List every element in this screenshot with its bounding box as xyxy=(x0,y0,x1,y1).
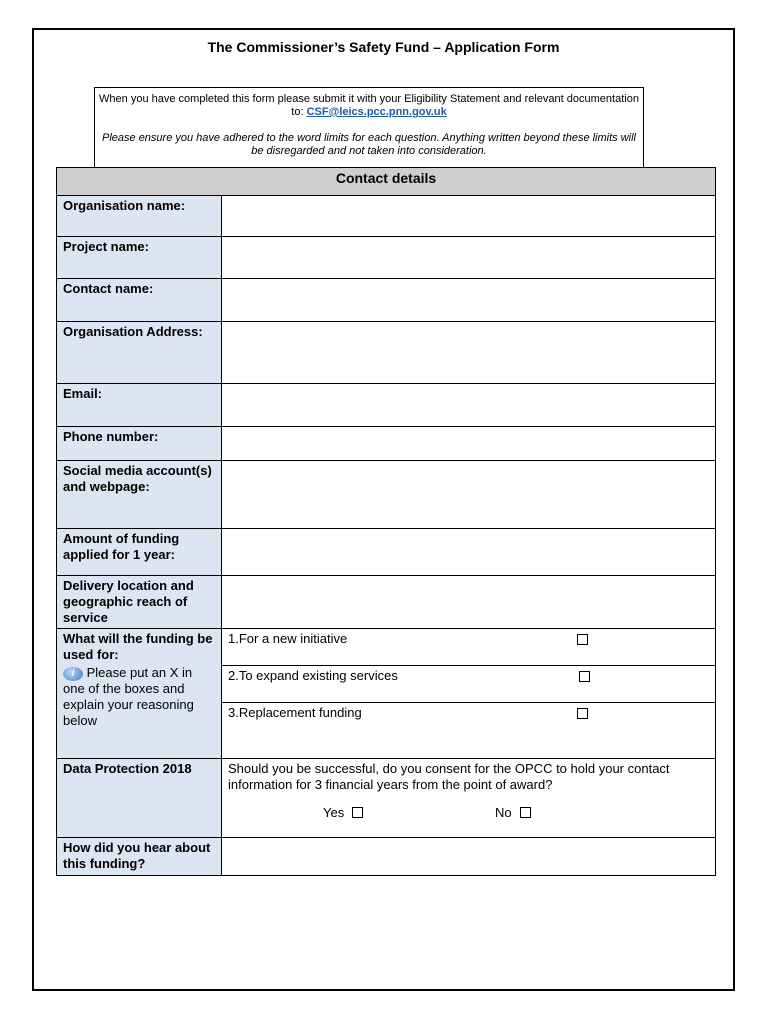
project-name-label: Project name: xyxy=(57,237,222,279)
organisation-address-field[interactable] xyxy=(222,322,716,384)
consent-no xyxy=(495,805,531,820)
consent-yes xyxy=(323,805,363,820)
phone-label: Phone number: xyxy=(57,427,222,461)
form-title: The Commissioner’s Safety Fund – Application Form xyxy=(207,39,560,55)
consent-options xyxy=(228,805,709,825)
how-heard-field[interactable] xyxy=(222,838,716,876)
intro-word-limit-text: Please ensure you have adhered to the word limits for each question. Anything written beyond these limits will be disregarded and not taken into consideration. xyxy=(102,132,636,157)
project-name-field[interactable] xyxy=(222,237,716,279)
amount-field[interactable] xyxy=(222,529,716,576)
funding-option-2 xyxy=(222,666,715,703)
document-page xyxy=(32,28,735,991)
checkbox-icon[interactable] xyxy=(577,708,588,719)
organisation-name-label: Organisation name: xyxy=(57,196,222,237)
contact-details-table xyxy=(56,167,716,876)
consent-no-label: No xyxy=(495,805,512,820)
delivery-field[interactable] xyxy=(222,576,716,629)
section-header: Contact details xyxy=(57,168,716,196)
how-heard-label: How did you hear about this funding? xyxy=(57,838,222,876)
checkbox-icon[interactable] xyxy=(577,634,588,645)
funding-option-3-label: 3.Replacement funding xyxy=(228,705,362,720)
intro-box xyxy=(94,87,644,167)
contact-name-field[interactable] xyxy=(222,279,716,322)
funding-option-3 xyxy=(222,703,715,758)
funding-option-1-label: 1.For a new initiative xyxy=(228,631,348,646)
email-link[interactable]: CSF@leics.pcc.pnn.gov.uk xyxy=(306,106,447,118)
amount-label: Amount of funding applied for 1 year: xyxy=(57,529,222,576)
phone-field[interactable] xyxy=(222,427,716,461)
delivery-label: Delivery location and geographic reach of service xyxy=(57,576,222,629)
social-media-label: Social media account(s) and webpage: xyxy=(57,461,222,529)
data-protection-question: Should you be successful, do you consent for the OPCC to hold your contact information for 3 financial years from the point of award? xyxy=(228,761,670,792)
funding-use-label: What will the funding be used for: xyxy=(63,631,213,662)
checkbox-icon[interactable] xyxy=(579,671,590,682)
checkbox-icon[interactable] xyxy=(520,807,531,818)
intro-line1: When you have completed this form please submit it with your Eligibility Statement and relevant documentation to: xyxy=(99,93,639,118)
funding-use-instruction: Please put an X in one of the boxes and explain your reasoning below xyxy=(63,665,194,728)
data-protection-cell xyxy=(222,759,716,838)
data-protection-label: Data Protection 2018 xyxy=(57,759,222,838)
intro-submit-text xyxy=(95,93,643,119)
social-media-field[interactable] xyxy=(222,461,716,529)
funding-option-1 xyxy=(222,629,715,666)
email-label: Email: xyxy=(57,384,222,427)
contact-name-label: Contact name: xyxy=(57,279,222,322)
organisation-address-label: Organisation Address: xyxy=(57,322,222,384)
consent-yes-label: Yes xyxy=(323,805,345,820)
funding-use-instruction-wrap xyxy=(63,665,215,729)
funding-options-cell xyxy=(222,629,716,759)
checkbox-icon[interactable] xyxy=(352,807,363,818)
email-field[interactable] xyxy=(222,384,716,427)
funding-use-cell xyxy=(57,629,222,759)
info-icon: i xyxy=(63,667,83,681)
organisation-name-field[interactable] xyxy=(222,196,716,237)
funding-option-2-label: 2.To expand existing services xyxy=(228,668,398,683)
